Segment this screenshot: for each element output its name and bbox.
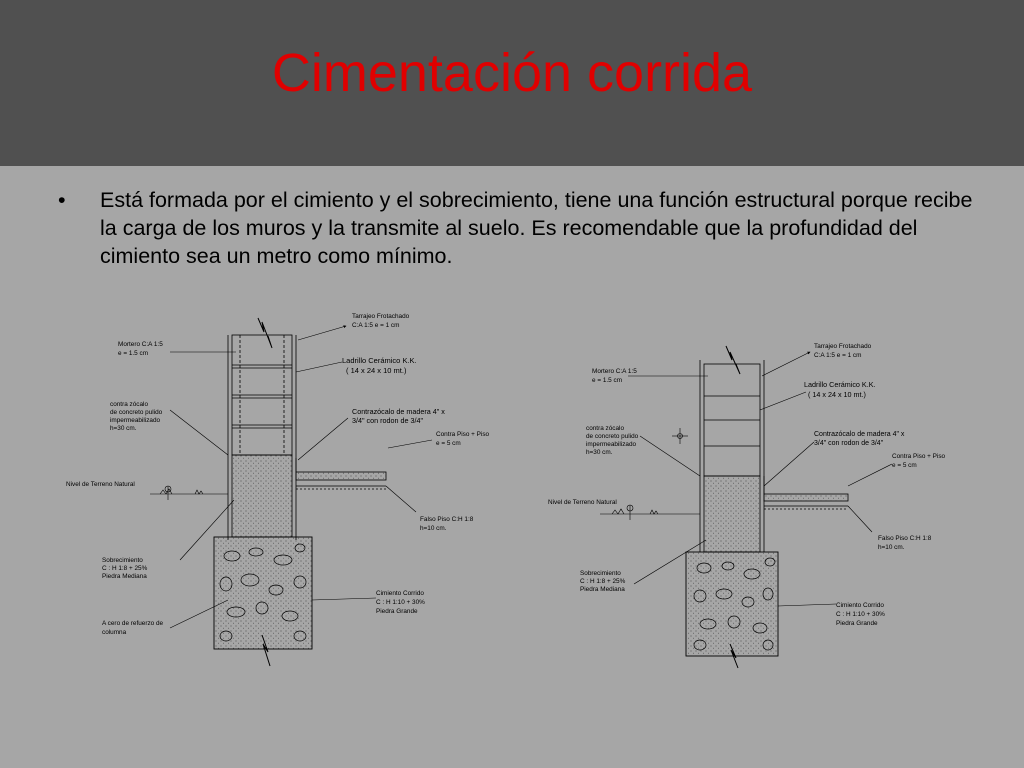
label-zocalo-3: impermeabilizado (110, 417, 161, 424)
label-sobre-1: Sobrecimiento (580, 570, 621, 577)
label-contrazocalo-1: Contrazócalo de madera 4" x (814, 431, 905, 438)
ground-line-left (150, 489, 228, 494)
label-cimiento-1: Cimiento Corrido (376, 590, 424, 597)
label-zocalo-4: h=30 cm. (110, 425, 137, 432)
label-contrapiso-2: e = 5 cm (892, 462, 917, 469)
slide-title: Cimentación corrida (271, 43, 753, 103)
label-contrapiso-2: e = 5 cm (436, 440, 461, 447)
label-sobre-3: Piedra Mediana (580, 586, 625, 593)
label-mortero-2: e = 1.5 cm (118, 350, 149, 357)
ground-line-right (600, 509, 700, 514)
bullet-dot: • (58, 188, 66, 212)
label-falso-1: Falso Piso C:H 1:8 (420, 516, 474, 523)
label-ladrillo-1: Ladrillo Cerámico K.K. (342, 356, 417, 365)
label-falso-2: h=10 cm. (420, 525, 447, 532)
label-cimiento-3: Piedra Grande (836, 620, 878, 627)
sobrecimiento-right (704, 476, 760, 552)
label-contrapiso-1: Contra Piso + Piso (892, 453, 946, 460)
label-zocalo-3: impermeabilizado (586, 441, 637, 448)
label-mortero-2: e = 1.5 cm (592, 377, 623, 384)
label-mortero-1: Mortero C:A 1:5 (118, 341, 163, 348)
drawing-right (548, 343, 946, 668)
label-mortero-1: Mortero C:A 1:5 (592, 368, 637, 375)
label-acero-1: A cero de refuerzo de (102, 620, 164, 627)
label-tarrajeo-1: Tarrajeo Frotachado (352, 313, 410, 320)
label-nivel: Nivel de Terreno Natural (66, 481, 135, 488)
label-ladrillo-2: ( 14 x 24 x 10 mt.) (808, 390, 866, 399)
drawing-left (66, 313, 490, 666)
label-zocalo-2: de concreto pulido (586, 433, 639, 440)
label-zocalo-4: h=30 cm. (586, 449, 613, 456)
label-falso-1: Falso Piso C:H 1:8 (878, 535, 932, 542)
label-tarrajeo-2: C:A 1:5 e = 1 cm (814, 352, 862, 359)
label-tarrajeo-1: Tarrajeo Frotachado (814, 343, 872, 350)
label-cimiento-2: C : H 1:10 + 30% (836, 611, 885, 618)
label-cimiento-1: Cimiento Corrido (836, 602, 884, 609)
cimiento-left (214, 537, 312, 666)
label-contrazocalo-2: 3/4" con rodon de 3/4" (814, 440, 884, 447)
label-sobre-1: Sobrecimiento (102, 557, 143, 564)
label-contrazocalo-1: Contrazócalo de madera 4" x (352, 407, 445, 416)
bullet-text: Está formada por el cimiento y el sobrecimiento, tiene una función estructural porque recibe la carga de los muros y la transmite al suelo. Es recomendable que la profundidad del cimiento sea un metro como mínimo. (100, 188, 973, 268)
label-cimiento-2: C : H 1:10 + 30% (376, 599, 425, 606)
label-zocalo-1: contra zócalo (110, 401, 149, 408)
label-sobre-2: C : H 1:8 + 25% (580, 578, 626, 585)
level-symbol-left (165, 486, 171, 500)
label-zocalo-2: de concreto pulido (110, 409, 163, 416)
label-cimiento-3: Piedra Grande (376, 608, 418, 615)
cimiento-right (686, 552, 778, 668)
label-contrazocalo-2: 3/4" con rodon de 3/4" (352, 416, 424, 425)
label-acero-2: columna (102, 629, 127, 636)
label-sobre-3: Piedra Mediana (102, 573, 147, 580)
label-falso-2: h=10 cm. (878, 544, 905, 551)
label-contrapiso-1: Contra Piso + Piso (436, 431, 490, 438)
floor-slab-right (764, 476, 848, 509)
label-ladrillo-2: ( 14 x 24 x 10 mt.) (346, 366, 407, 375)
label-zocalo-1: contra zócalo (586, 425, 625, 432)
label-tarrajeo-2: C:A 1:5 e = 1 cm (352, 322, 400, 329)
label-nivel: Nivel de Terreno Natural (548, 499, 617, 506)
level-symbol-right (627, 428, 688, 520)
label-sobre-2: C : H 1:8 + 25% (102, 565, 148, 572)
floor-slab-left (296, 458, 386, 489)
label-ladrillo-1: Ladrillo Cerámico K.K. (804, 380, 876, 389)
sobrecimiento-left (232, 455, 292, 537)
